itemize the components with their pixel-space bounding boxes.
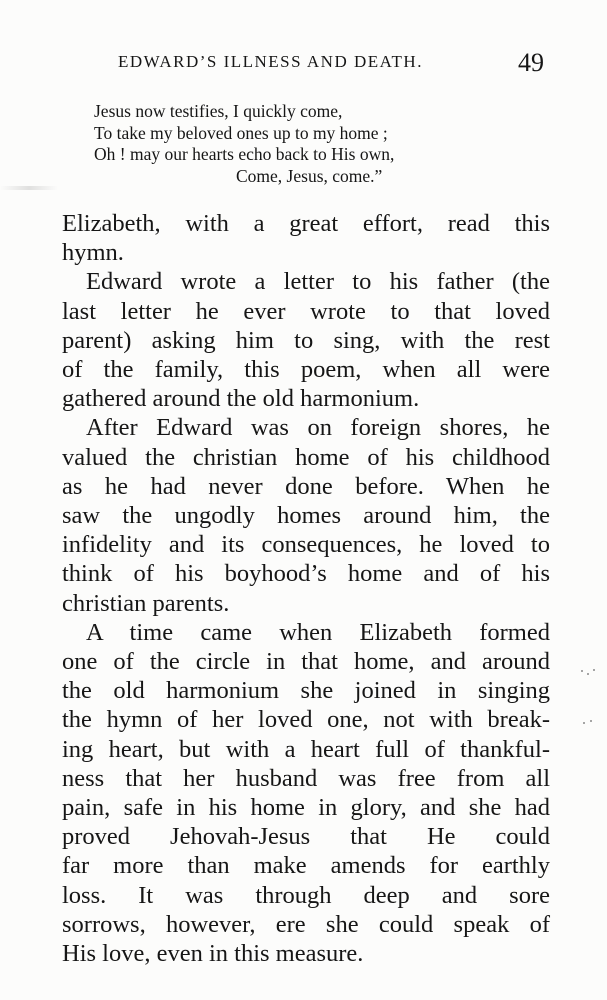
text-line: Elizabeth, with a great effort, read this bbox=[62, 210, 550, 237]
text-line: sorrows, however, ere she could speak of bbox=[62, 910, 550, 938]
text-line: the hymn of her loved one, not with break- bbox=[62, 706, 550, 734]
print-specks bbox=[579, 668, 599, 678]
verse-line: To take my beloved ones up to my home ; bbox=[94, 122, 388, 143]
verse-line: Oh ! may our hearts echo back to His own, bbox=[94, 144, 395, 164]
paper-smudge bbox=[0, 186, 58, 190]
body-text bbox=[62, 209, 550, 968]
text-line: loss. It was through deep and sore bbox=[62, 881, 550, 909]
text-line: His love, even in this measure. bbox=[62, 940, 364, 968]
text-line: think of his boyhood’s home and of his bbox=[62, 560, 550, 588]
text-line: last letter he ever wrote to that loved bbox=[62, 297, 550, 325]
text-line: the old harmonium she joined in singing bbox=[62, 677, 550, 705]
text-line: gathered around the old harmonium. bbox=[62, 385, 420, 413]
text-line: christian parents. bbox=[62, 589, 230, 617]
text-line: infidelity and its consequences, he loved to bbox=[62, 531, 550, 559]
text-line: hymn. bbox=[62, 239, 124, 267]
text-line: saw the ungodly homes around him, the bbox=[62, 502, 550, 530]
text-line: of the family, this poem, when all were bbox=[62, 356, 550, 384]
print-specks bbox=[579, 718, 599, 728]
text-line: as he had never done before. When he bbox=[62, 472, 550, 500]
text-line: one of the circle in that home, and around bbox=[62, 648, 550, 676]
text-line: pain, safe in his home in glory, and she had bbox=[62, 794, 550, 822]
text-line: Edward wrote a letter to his father (the bbox=[86, 268, 550, 296]
text-line: After Edward was on foreign shores, he bbox=[86, 414, 550, 442]
text-line: ness that her husband was free from all bbox=[62, 764, 550, 792]
text-line: ing heart, but with a heart full of thankful- bbox=[62, 735, 550, 763]
text-line: parent) asking him to sing, with the rest bbox=[62, 326, 550, 354]
text-line: A time came when Elizabeth formed bbox=[86, 618, 550, 646]
running-head: EDWARD’S ILLNESS AND DEATH. bbox=[118, 52, 423, 71]
page-number: 49 bbox=[518, 48, 544, 77]
hymn-verse bbox=[94, 101, 394, 187]
verse-line: Come, Jesus, come.” bbox=[236, 165, 383, 186]
text-line: valued the christian home of his childhood bbox=[62, 443, 550, 471]
verse-line: Jesus now testifies, I quickly come, bbox=[94, 101, 343, 121]
text-line: far more than make amends for earthly bbox=[62, 852, 550, 880]
text-line: proved Jehovah-Jesus that He could bbox=[62, 823, 550, 851]
